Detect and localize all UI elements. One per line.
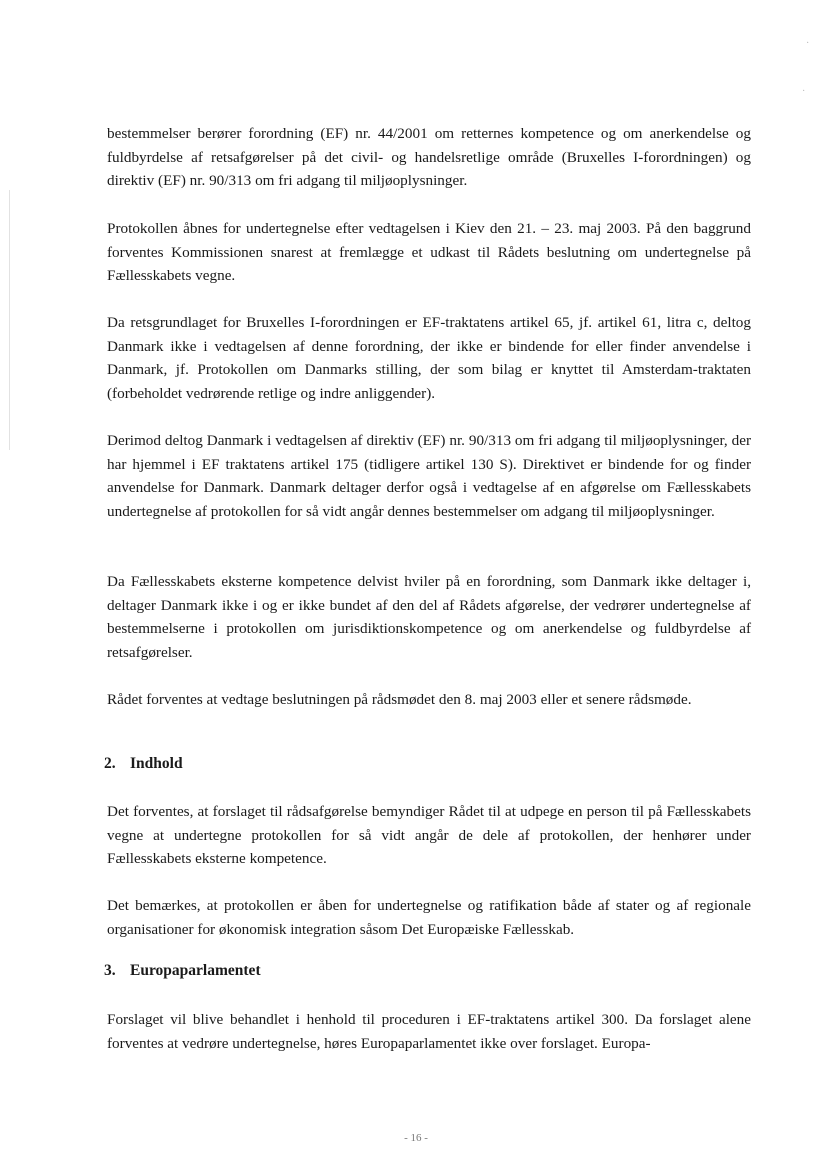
paragraph-regulation-scope: bestemmelser berører forordning (EF) nr. 44/2001 om retternes kompetence og om anerkendelse og fuldbyrdelse af retsafgørelser på det civil- og handelsretlige område (Bruxelles I-forordningen) og direktiv (EF) nr. 90/313 om fri adgang til miljøoplysninger.: [107, 125, 751, 189]
paragraph-parliament-procedure: Forslaget vil blive behandlet i henhold til proceduren i EF-traktatens artikel 300. Da forslaget alene forventes at vedrøre undertegnelse, høres Europaparlamentet ikke over forslaget. Europa-: [107, 1011, 751, 1052]
section-heading-europaparlamentet: [104, 962, 261, 980]
section-title: Indhold: [130, 755, 183, 772]
paragraph-open-for-signature: Det bemærkes, at protokollen er åben for undertegnelse og ratifikation både af stater og af regionale organisationer for økonomisk integration såsom Det Europæiske Fællesskab.: [107, 897, 751, 938]
scan-speck: ·: [802, 86, 806, 97]
paragraph-proposal-content: Det forventes, at forslaget til rådsafgørelse bemyndiger Rådet til at udpege en person til på Fællesskabets vegne at undertegne protokollen for så vidt angår de dele af protokollen, der henhører under Fællesskabets eksterne kompetence.: [107, 803, 751, 867]
section-number: 2.: [104, 755, 116, 772]
scan-speck: ·: [806, 38, 810, 49]
paragraph-directive-participation: Derimod deltog Danmark i vedtagelsen af direktiv (EF) nr. 90/313 om fri adgang til miljøoplysninger, der har hjemmel i EF traktatens artikel 175 (tidligere artikel 130 S). Direktivet er bindende for og finder anvendelse for Danmark. Danmark deltager derfor også i vedtagelse af en afgørelse om Fællesskabets undertegnelse af protokollen for så vidt angår dennes bestemmelser om adgang til miljøoplysninger.: [107, 432, 751, 520]
scan-edge-mark: [9, 190, 10, 450]
paragraph-legal-basis: Da retsgrundlaget for Bruxelles I-forordningen er EF-traktatens artikel 65, jf. artikel 61, litra c, deltog Danmark ikke i vedtagelsen af denne forordning, der ikke er bindende for eller finder anvendelse i Danmark, jf. Protokollen om Danmarks stilling, der som bilag er knyttet til Amsterdam-traktaten (forbeholdet vedrørende retlige og indre anliggender).: [107, 314, 751, 402]
section-title: Europaparlamentet: [130, 962, 261, 979]
page-number: - 16 -: [404, 1132, 428, 1144]
paragraph-external-competence: Da Fællesskabets eksterne kompetence delvist hviler på en forordning, som Danmark ikke deltager i, deltager Danmark ikke i og er ikke bundet af den del af Rådets afgørelse, der vedrører undertegnelse af bestemmelserne i protokollen om jurisdiktionskompetence og om anerkendelse og fuldbyrdelse af retsafgørelser.: [107, 573, 751, 661]
paragraph-signature-timing: Protokollen åbnes for undertegnelse efter vedtagelsen i Kiev den 21. – 23. maj 2003. På den baggrund forventes Kommissionen snarest at fremlægge et udkast til Rådets beslutning om undertegnelse på Fællesskabets vegne.: [107, 220, 751, 284]
paragraph-council-adoption: Rådet forventes at vedtage beslutningen på rådsmødet den 8. maj 2003 eller et senere rådsmøde.: [107, 691, 692, 708]
section-number: 3.: [104, 962, 116, 979]
section-heading-indhold: [104, 755, 183, 773]
